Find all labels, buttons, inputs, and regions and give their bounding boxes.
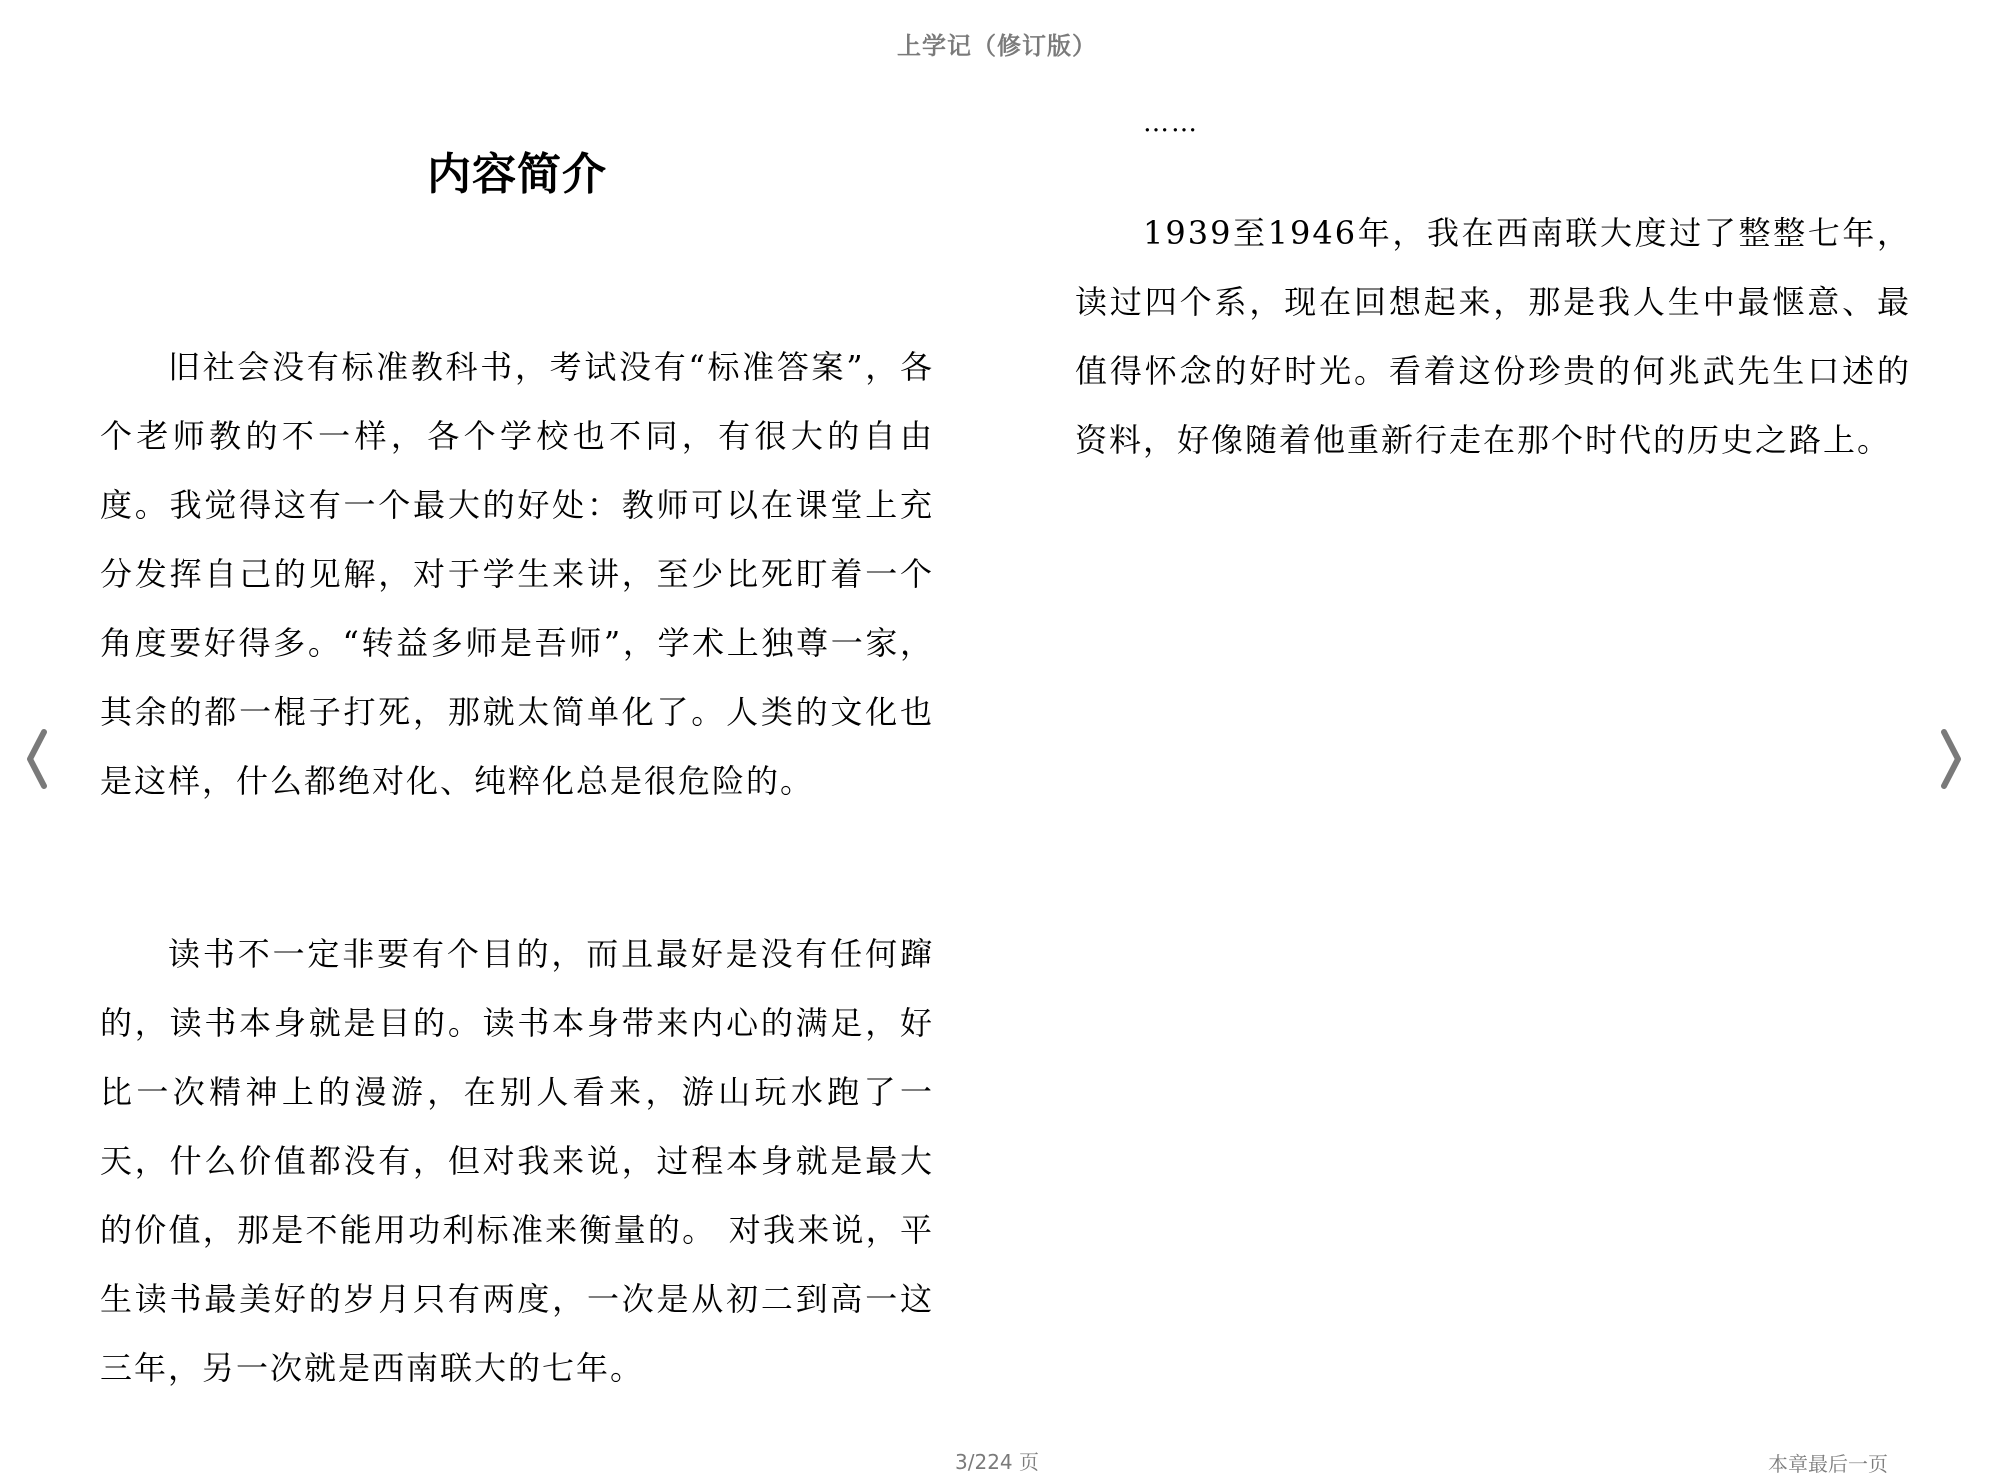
next-page-button[interactable] — [1936, 728, 1966, 790]
chevron-right-icon — [1936, 728, 1966, 790]
page-indicator: 3/224 页 — [955, 1450, 1039, 1474]
book-title: 上学记（修订版） — [897, 32, 1097, 60]
paragraph: 旧社会没有标准教科书，考试没有“标准答案”，各个老师教的不一样，各个学校也不同，有很大的自由度。我觉得这有一个最大的好处：教师可以在课堂上充分发挥自己的见解，对于学生来讲，至少比死盯着一个角度要好得多。“转益多师是吾师”，学术上独尊一家，其余的都一棍子打死，那就太简单化了。人类的文化也是这样，什么都绝对化、纯粹化总是很危险的。 — [100, 348, 934, 800]
chevron-left-icon — [22, 728, 52, 790]
chapter-heading: 内容简介 — [427, 149, 607, 200]
chapter-status: 本章最后一页 — [1768, 1452, 1888, 1476]
previous-page-button[interactable] — [22, 728, 52, 790]
paragraph: 1939至1946年，我在西南联大度过了整整七年，读过四个系，现在回想起来，那是我人生中最惬意、最值得怀念的好时光。看着这份珍贵的何兆武先生口述的资料，好像随着他重新行走在那个时代的历史之路上。 — [1075, 214, 1911, 459]
ellipsis: …… — [1143, 108, 1199, 138]
paragraph: 读书不一定非要有个目的，而且最好是没有任何蹿的，读书本身就是目的。读书本身带来内心的满足，好比一次精神上的漫游，在别人看来，游山玩水跑了一天，什么价值都没有，但对我来说，过程本身就是最大的价值，那是不能用功利标准来衡量的。 对我来说，平生读书最美好的岁月只有两度，一次是从初二到高一这三年，另一次就是西南联大的七年。 — [100, 935, 934, 1387]
